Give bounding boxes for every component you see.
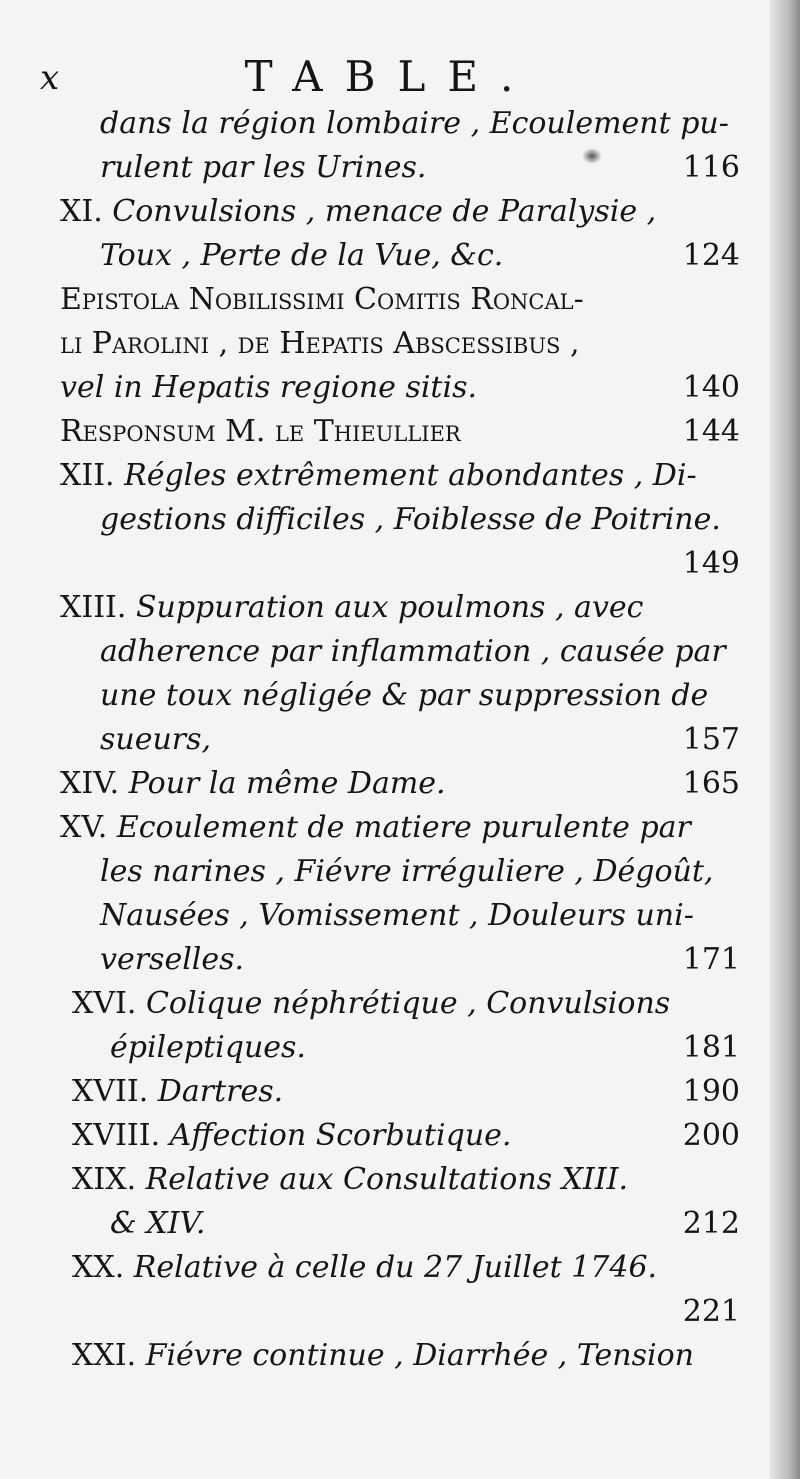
toc-line [60, 410, 740, 454]
toc-line [60, 850, 740, 894]
entry-number: XIX. [72, 1162, 146, 1197]
page-number: 171 [682, 942, 740, 977]
entry-title: Colique néphrétique , Convulsions [145, 986, 671, 1021]
toc-line [60, 454, 740, 498]
entry-number: XXI. [72, 1338, 146, 1373]
entry-number: XVII. [72, 1074, 158, 1109]
page-number: 212 [682, 1206, 740, 1241]
page-number: 165 [682, 766, 740, 801]
toc-line [60, 1070, 740, 1114]
page-number: 190 [682, 1074, 740, 1109]
entry-title: Pour la même Dame. [128, 766, 446, 801]
toc-line [60, 718, 740, 762]
toc-line [60, 938, 740, 982]
page-number: 221 [682, 1294, 740, 1329]
entry-title: dans la région lombaire , Ecoulement pu- [100, 106, 729, 141]
entry-title: adherence par inflammation , causée par [100, 634, 726, 669]
toc-line [60, 806, 740, 850]
toc-line [60, 674, 740, 718]
entry-title: une toux négligée & par suppression de [100, 678, 709, 713]
toc-line [60, 1158, 740, 1202]
toc-line [60, 1114, 740, 1158]
entry-title: Epistola Nobilissimi Comitis Roncal- [60, 282, 584, 317]
entry-number: XX. [72, 1250, 134, 1285]
entry-title: Relative aux Consultations XIII. [145, 1162, 629, 1197]
toc-line [60, 1290, 740, 1334]
table-of-contents [60, 102, 740, 1378]
entry-title: Suppuration aux poulmons , avec [135, 590, 644, 625]
entry-title: Fiévre continue , Diarrhée , Tension [145, 1338, 695, 1373]
page-number: 157 [682, 722, 740, 757]
page-number: 124 [682, 238, 740, 273]
folio-number: x [40, 58, 60, 98]
entry-title: rulent par les Urines. [100, 150, 427, 185]
toc-line [60, 586, 740, 630]
entry-title: vel in Hepatis regione sitis. [60, 370, 478, 405]
entry-number: XII. [60, 458, 125, 493]
toc-line [60, 234, 740, 278]
toc-line [60, 762, 740, 806]
entry-number: XIV. [60, 766, 129, 801]
entry-title: gestions difficiles , Foiblesse de Poitrine. [100, 502, 721, 537]
page-edge-shadow [770, 0, 800, 1479]
entry-title: Responsum M. le Thieullier [60, 414, 461, 449]
entry-title: verselles. [100, 942, 245, 977]
page-number: 181 [682, 1030, 740, 1065]
entry-number: XVI. [72, 986, 146, 1021]
entry-title: les narines , Fiévre irréguliere , Dégoût, [100, 854, 714, 889]
entry-title: Relative à celle du 27 Juillet 1746. [133, 1250, 658, 1285]
entry-number: XI. [60, 194, 113, 229]
entry-number: XVIII. [72, 1118, 170, 1153]
toc-line [60, 1026, 740, 1070]
toc-line [60, 1246, 740, 1290]
page-number: 116 [682, 150, 740, 185]
entry-title: Régles extrêmement abondantes , Di- [124, 458, 697, 493]
entry-number: XV. [60, 810, 117, 845]
page-number: 144 [682, 414, 740, 449]
toc-line [60, 146, 740, 190]
toc-line [60, 894, 740, 938]
entry-title: Dartres. [157, 1074, 284, 1109]
page-number: 200 [682, 1118, 740, 1153]
toc-line [60, 1202, 740, 1246]
toc-line [60, 322, 740, 366]
page-number: 140 [682, 370, 740, 405]
toc-line [60, 366, 740, 410]
toc-line [60, 982, 740, 1026]
entry-title: Toux , Perte de la Vue, &c. [100, 238, 504, 273]
toc-line [60, 498, 740, 542]
page-header [40, 52, 740, 102]
entry-title: li Parolini , de Hepatis Abscessibus , [60, 326, 580, 361]
toc-line [60, 102, 740, 146]
running-title: TABLE. [244, 52, 536, 101]
toc-line [60, 1334, 740, 1378]
entry-title: Ecoulement de matiere purulente par [116, 810, 691, 845]
toc-line [60, 190, 740, 234]
entry-title: & XIV. [110, 1206, 206, 1241]
toc-line [60, 630, 740, 674]
entry-title: Affection Scorbutique. [169, 1118, 512, 1153]
page-number: 149 [682, 546, 740, 581]
entry-title: sueurs, [100, 722, 212, 757]
entry-title: Convulsions , menace de Paralysie , [112, 194, 657, 229]
entry-number: XIII. [60, 590, 136, 625]
entry-title: épileptiques. [110, 1030, 306, 1065]
toc-line [60, 542, 740, 586]
toc-line [60, 278, 740, 322]
entry-title: Nausées , Vomissement , Douleurs uni- [100, 898, 694, 933]
